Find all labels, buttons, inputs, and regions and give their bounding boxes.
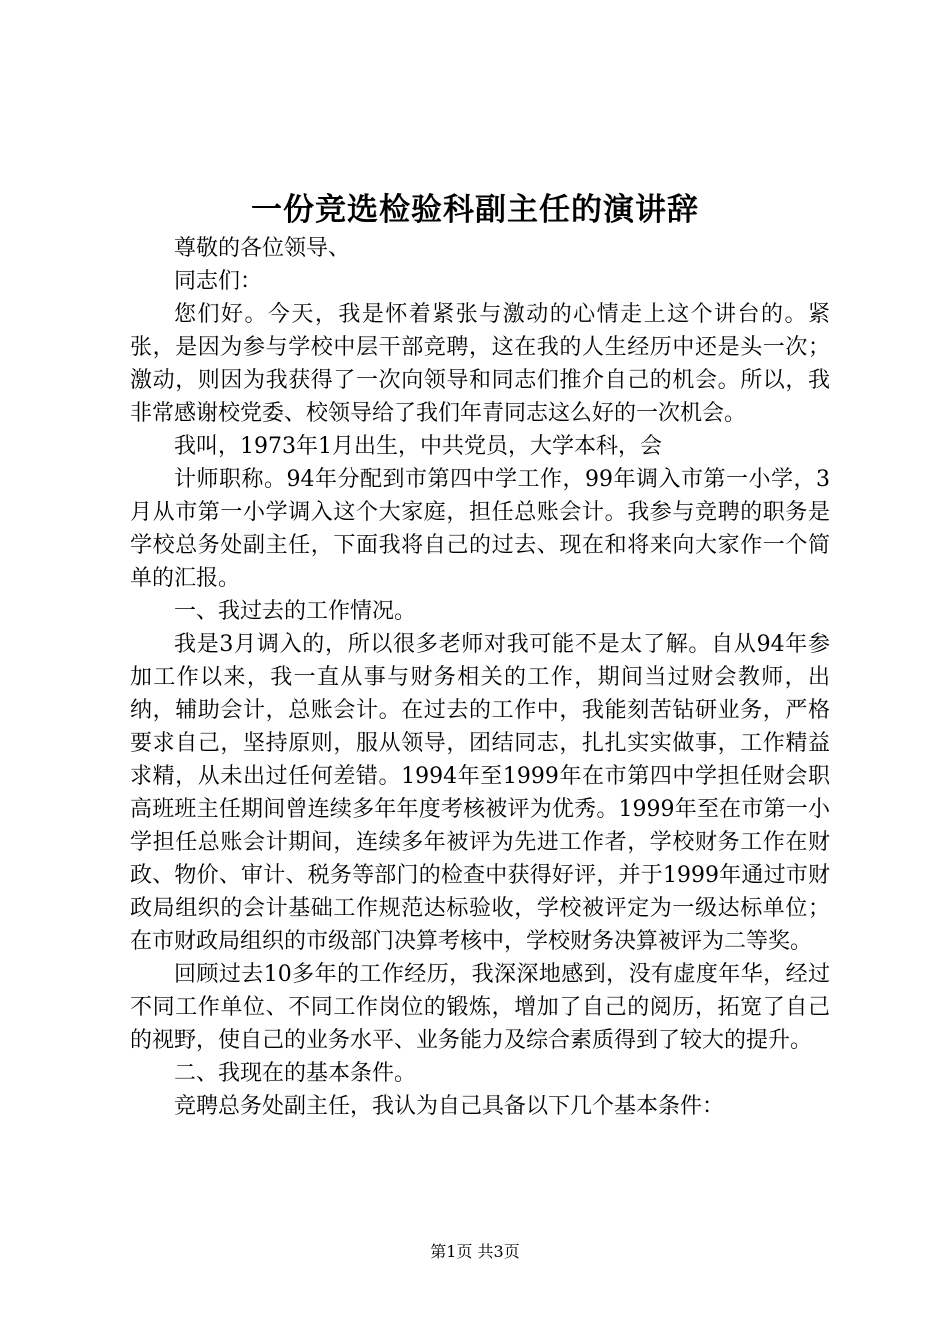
paragraph-past-work: 我是3月调入的，所以很多老师对我可能不是太了解。自从94年参加工作以来，我一直从事与财务相关的工作，期间当过财会教师，出纳，辅助会计，总账会计。在过去的工作中，我能刻苦钻研业务，严格要求自己，坚持原则，服从领导，团结同志，扎扎实实做事，工作精益求精，从未出过任何差错。1994年至1999年在市第四中学担任财会职高班班主任期间曾连续多年年度考核被评为优秀。1999年至在市第一小学担任总账会计期间，连续多年被评为先进工作者，学校财务工作在财政、物价、审计、税务等部门的检查中获得好评，并于1999年通过市财政局组织的会计基础工作规范达标验收，学校被评定为一级达标单位；在市财政局组织的市级部门决算考核中，学校财务决算被评为二等奖。 xyxy=(130,632,830,954)
document-body xyxy=(130,232,830,1123)
section-heading-present: 二、我现在的基本条件。 xyxy=(174,1061,417,1086)
document-title: 一份竞选检验科副主任的演讲辞 xyxy=(251,192,699,228)
salutation-line-2: 同志们： xyxy=(174,269,263,294)
paragraph-review: 回顾过去10多年的工作经历，我深深地感到，没有虚度年华，经过不同工作单位、不同工作岗位的锻炼，增加了自己的阅历，拓宽了自己的视野，使自己的业务水平、业务能力及综合素质得到了较大的提升。 xyxy=(130,962,830,1053)
paragraph-intro-part-2: 计师职称。94年分配到市第四中学工作，99年调入市第一小学，3月从市第一小学调入这个大家庭，担任总账会计。我参与竞聘的职务是学校总务处副主任，下面我将自己的过去、现在和将来向大家作一个简单的汇报。 xyxy=(130,467,830,591)
paragraph-intro-part-1: 我叫，1973年1月出生，中共党员，大学本科，会 xyxy=(174,434,662,459)
page-number: 第1页 共3页 xyxy=(430,1242,520,1261)
section-heading-past: 一、我过去的工作情况。 xyxy=(174,599,417,624)
paragraph-greeting: 您们好。今天，我是怀着紧张与激动的心情走上这个讲台的。紧张，是因为参与学校中层干部竞聘，这在我的人生经历中还是头一次；激动，则因为我获得了一次向领导和同志们推介自己的机会。所以，我非常感谢校党委、校领导给了我们年青同志这么好的一次机会。 xyxy=(130,302,830,426)
paragraph-conditions: 竞聘总务处副主任，我认为自己具备以下几个基本条件： xyxy=(174,1094,725,1119)
salutation-line-1: 尊敬的各位领导、 xyxy=(174,236,351,261)
